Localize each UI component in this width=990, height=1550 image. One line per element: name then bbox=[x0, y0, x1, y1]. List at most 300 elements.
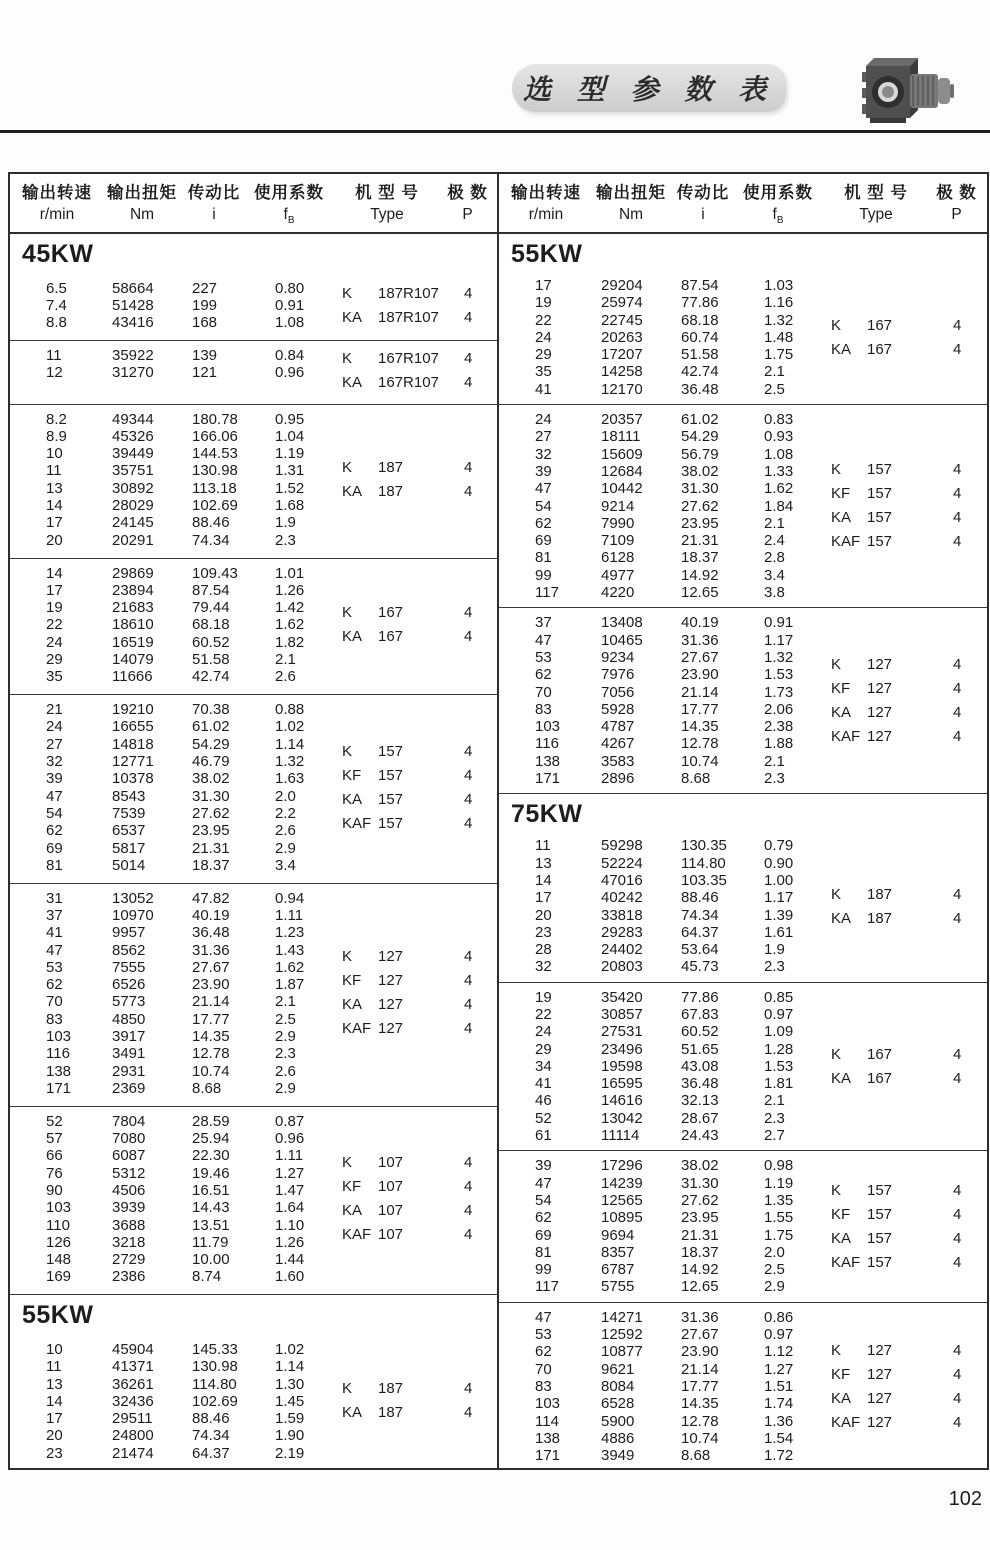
cell-factor: 1.04 bbox=[275, 427, 305, 445]
cell-speed: 169 bbox=[46, 1268, 72, 1286]
cell-speed: 47 bbox=[535, 1308, 552, 1326]
cell-speed: 34 bbox=[535, 1057, 552, 1075]
type-p: 4 bbox=[953, 1253, 962, 1271]
cell-torque: 51428 bbox=[112, 296, 154, 314]
type-model: 167R107 bbox=[378, 350, 439, 368]
cell-torque: 6128 bbox=[601, 549, 635, 567]
cell-speed: 70 bbox=[535, 683, 552, 701]
cell-factor: 1.19 bbox=[764, 1174, 794, 1192]
type-row bbox=[342, 1401, 497, 1425]
cell-speed: 76 bbox=[46, 1164, 63, 1182]
cell-speed: 8.8 bbox=[46, 314, 67, 332]
cell-speed: 32 bbox=[535, 958, 552, 976]
table-row bbox=[10, 1063, 342, 1080]
cell-torque: 2729 bbox=[112, 1251, 146, 1269]
cell-factor: 1.62 bbox=[275, 616, 305, 634]
type-row bbox=[831, 314, 987, 338]
col-header-type: 机 型 号 bbox=[844, 184, 908, 203]
type-model: 187 bbox=[378, 1404, 404, 1422]
type-model: 127 bbox=[867, 1341, 893, 1359]
type-row bbox=[831, 1043, 987, 1067]
cell-factor: 1.59 bbox=[275, 1410, 305, 1428]
cell-speed: 54 bbox=[535, 1191, 552, 1209]
type-row bbox=[831, 1387, 987, 1411]
cell-factor: 1.32 bbox=[764, 648, 794, 666]
data-block bbox=[499, 1302, 987, 1468]
col-unit-ratio: i bbox=[212, 206, 216, 224]
table-row bbox=[499, 907, 831, 924]
rows-group bbox=[10, 411, 342, 549]
cell-factor: 1.16 bbox=[764, 294, 794, 312]
cell-speed: 13 bbox=[535, 854, 552, 872]
cell-torque: 8084 bbox=[601, 1377, 635, 1395]
cell-torque: 10970 bbox=[112, 906, 154, 924]
type-model: 157 bbox=[867, 1181, 893, 1199]
type-prefix: K bbox=[831, 885, 842, 903]
cell-speed: 47 bbox=[46, 941, 63, 959]
type-p: 4 bbox=[464, 604, 473, 622]
type-prefix: KAF bbox=[342, 1226, 372, 1244]
cell-torque: 3949 bbox=[601, 1447, 635, 1465]
type-p: 4 bbox=[464, 350, 473, 368]
type-model: 167 bbox=[378, 604, 404, 622]
cell-factor: 1.68 bbox=[275, 497, 305, 515]
cell-speed: 29 bbox=[535, 1040, 552, 1058]
type-p: 4 bbox=[953, 1341, 962, 1359]
cell-ratio: 68.18 bbox=[192, 616, 230, 634]
types-group bbox=[831, 614, 987, 787]
cell-factor: 1.63 bbox=[275, 770, 305, 788]
table-row bbox=[499, 1378, 831, 1395]
cell-speed: 54 bbox=[46, 804, 63, 822]
type-prefix: K bbox=[831, 1341, 842, 1359]
table-left bbox=[10, 174, 499, 1468]
cell-speed: 47 bbox=[535, 1174, 552, 1192]
cell-speed: 20 bbox=[46, 1427, 63, 1445]
table-row bbox=[10, 314, 342, 331]
type-p: 4 bbox=[953, 885, 962, 903]
cell-torque: 4267 bbox=[601, 735, 635, 753]
cell-speed: 11 bbox=[46, 1358, 62, 1376]
data-block bbox=[499, 831, 987, 981]
type-prefix: KA bbox=[342, 308, 363, 326]
cell-torque: 16595 bbox=[601, 1075, 643, 1093]
cell-speed: 39 bbox=[535, 1157, 552, 1175]
data-block bbox=[10, 883, 497, 1104]
type-prefix: KA bbox=[342, 482, 363, 500]
cell-torque: 7555 bbox=[112, 958, 146, 976]
table-row bbox=[499, 1430, 831, 1447]
cell-ratio: 27.62 bbox=[192, 804, 230, 822]
table-row bbox=[499, 363, 831, 380]
cell-ratio: 144.53 bbox=[192, 445, 238, 463]
cell-factor: 0.90 bbox=[764, 854, 794, 872]
cell-torque: 4886 bbox=[601, 1429, 635, 1447]
table-row bbox=[499, 718, 831, 735]
rows-group bbox=[10, 565, 342, 686]
cell-factor: 0.96 bbox=[275, 364, 305, 382]
table-row bbox=[10, 462, 342, 479]
cell-ratio: 54.29 bbox=[681, 428, 719, 446]
cell-torque: 13042 bbox=[601, 1109, 643, 1127]
cell-factor: 0.86 bbox=[764, 1308, 794, 1326]
cell-torque: 9694 bbox=[601, 1226, 635, 1244]
cell-factor: 1.35 bbox=[764, 1191, 794, 1209]
type-p: 4 bbox=[464, 972, 473, 990]
header-divider bbox=[0, 130, 990, 133]
data-block bbox=[499, 404, 987, 607]
type-row bbox=[831, 506, 987, 530]
cell-factor: 1.72 bbox=[764, 1447, 794, 1465]
table-row bbox=[499, 1361, 831, 1378]
data-block bbox=[499, 607, 987, 793]
cell-ratio: 51.58 bbox=[192, 651, 230, 668]
cell-ratio: 74.34 bbox=[192, 1427, 230, 1445]
col-header-factor: 使用系数 bbox=[254, 184, 324, 203]
table-row bbox=[499, 1326, 831, 1343]
type-model: 187 bbox=[378, 1380, 404, 1398]
table-row bbox=[499, 515, 831, 532]
cell-torque: 33818 bbox=[601, 906, 643, 924]
rows-group bbox=[10, 280, 342, 332]
cell-factor: 2.1 bbox=[764, 363, 785, 381]
cell-torque: 19210 bbox=[112, 701, 154, 719]
cell-torque: 41371 bbox=[112, 1358, 154, 1376]
cell-ratio: 36.48 bbox=[681, 1075, 719, 1093]
table-row bbox=[10, 1130, 342, 1147]
table-row bbox=[10, 1393, 342, 1410]
col-unit-type: Type bbox=[859, 206, 893, 224]
type-p: 4 bbox=[953, 679, 962, 697]
cell-ratio: 28.67 bbox=[681, 1109, 719, 1127]
cell-speed: 138 bbox=[535, 1429, 561, 1447]
cell-speed: 47 bbox=[46, 787, 63, 805]
cell-ratio: 12.65 bbox=[681, 1278, 719, 1296]
table-row bbox=[499, 1192, 831, 1209]
cell-factor: 1.32 bbox=[764, 311, 794, 329]
cell-torque: 24145 bbox=[112, 514, 154, 532]
cell-torque: 5900 bbox=[601, 1412, 635, 1430]
type-model: 157 bbox=[867, 1253, 893, 1271]
cell-speed: 69 bbox=[535, 532, 552, 550]
cell-speed: 22 bbox=[535, 311, 552, 329]
cell-torque: 23496 bbox=[601, 1040, 643, 1058]
cell-factor: 1.75 bbox=[764, 346, 794, 364]
cell-factor: 0.97 bbox=[764, 1326, 794, 1344]
type-prefix: KA bbox=[831, 1069, 852, 1087]
table-row bbox=[10, 599, 342, 616]
cell-ratio: 87.54 bbox=[681, 277, 719, 294]
cell-torque: 12592 bbox=[601, 1326, 643, 1344]
page-number: 102 bbox=[948, 1488, 982, 1510]
cell-torque: 9214 bbox=[601, 497, 635, 515]
cell-ratio: 102.69 bbox=[192, 1392, 238, 1410]
type-row bbox=[831, 338, 987, 362]
cell-ratio: 103.35 bbox=[681, 871, 727, 889]
type-model: 167 bbox=[867, 1045, 893, 1063]
cell-torque: 9621 bbox=[601, 1360, 635, 1378]
type-p: 4 bbox=[953, 1205, 962, 1223]
table-row bbox=[499, 480, 831, 497]
cell-ratio: 130.35 bbox=[681, 837, 727, 855]
cell-speed: 29 bbox=[535, 346, 552, 364]
cell-speed: 69 bbox=[46, 839, 63, 857]
cell-ratio: 10.00 bbox=[192, 1251, 230, 1269]
col-unit-type: Type bbox=[370, 206, 404, 224]
table-row bbox=[10, 1358, 342, 1375]
cell-ratio: 168 bbox=[192, 314, 218, 332]
cell-torque: 59298 bbox=[601, 837, 643, 855]
rows-group bbox=[499, 411, 831, 601]
cell-torque: 20357 bbox=[601, 411, 643, 429]
table-row bbox=[10, 634, 342, 651]
table-row bbox=[499, 1157, 831, 1174]
cell-factor: 1.19 bbox=[275, 445, 305, 463]
cell-factor: 0.94 bbox=[275, 889, 305, 907]
cell-torque: 22745 bbox=[601, 311, 643, 329]
cell-speed: 24 bbox=[46, 718, 63, 736]
cell-factor: 2.3 bbox=[275, 531, 296, 549]
header-row-units bbox=[499, 206, 987, 226]
table-row bbox=[10, 1199, 342, 1216]
cell-ratio: 32.13 bbox=[681, 1092, 719, 1110]
type-p: 4 bbox=[953, 461, 962, 479]
type-p: 4 bbox=[464, 1226, 473, 1244]
cell-ratio: 11.79 bbox=[192, 1233, 229, 1251]
type-row bbox=[831, 677, 987, 701]
cell-torque: 45326 bbox=[112, 427, 154, 445]
table-row bbox=[499, 1075, 831, 1092]
type-p: 4 bbox=[464, 374, 473, 392]
cell-torque: 6537 bbox=[112, 822, 146, 840]
cell-torque: 29511 bbox=[112, 1410, 153, 1428]
cell-factor: 2.9 bbox=[275, 1028, 296, 1046]
type-model: 167 bbox=[867, 1069, 893, 1087]
cell-speed: 17 bbox=[46, 514, 63, 532]
types-group bbox=[342, 411, 497, 549]
table-row bbox=[499, 1227, 831, 1244]
type-row bbox=[831, 907, 987, 931]
cell-factor: 1.03 bbox=[764, 277, 794, 294]
factor-symbol: f bbox=[772, 206, 777, 224]
type-prefix: KAF bbox=[831, 1413, 861, 1431]
type-model: 127 bbox=[378, 948, 404, 966]
table-row bbox=[499, 735, 831, 752]
cell-speed: 103 bbox=[535, 1395, 561, 1413]
cell-speed: 14 bbox=[46, 1392, 63, 1410]
cell-torque: 13052 bbox=[112, 889, 154, 907]
table-row bbox=[499, 941, 831, 958]
cell-factor: 1.87 bbox=[275, 976, 305, 994]
cell-torque: 28029 bbox=[112, 497, 154, 515]
cell-torque: 5755 bbox=[601, 1278, 635, 1296]
cell-ratio: 61.02 bbox=[681, 411, 719, 429]
cell-speed: 12 bbox=[46, 364, 63, 382]
cell-speed: 21 bbox=[46, 701, 63, 719]
cell-torque: 7056 bbox=[601, 683, 635, 701]
cell-ratio: 31.36 bbox=[681, 631, 719, 649]
cell-speed: 28 bbox=[535, 941, 552, 959]
type-p: 4 bbox=[464, 996, 473, 1014]
cell-ratio: 21.31 bbox=[681, 1226, 719, 1244]
type-prefix: KA bbox=[342, 1202, 363, 1220]
table-row bbox=[499, 855, 831, 872]
table-row bbox=[10, 1080, 342, 1097]
cell-torque: 47016 bbox=[601, 871, 643, 889]
header-row-zh bbox=[10, 179, 497, 203]
type-model: 187 bbox=[867, 909, 893, 927]
cell-ratio: 109.43 bbox=[192, 564, 238, 582]
cell-factor: 0.97 bbox=[764, 1005, 794, 1023]
cell-ratio: 38.02 bbox=[681, 1157, 719, 1175]
table-row bbox=[499, 1395, 831, 1412]
table-row bbox=[10, 857, 342, 874]
table-row bbox=[499, 1209, 831, 1226]
type-row bbox=[342, 993, 497, 1017]
table-row bbox=[499, 549, 831, 566]
cell-torque: 2896 bbox=[601, 770, 635, 788]
cell-speed: 8.2 bbox=[46, 410, 67, 428]
table-row bbox=[499, 312, 831, 329]
cell-ratio: 18.37 bbox=[192, 856, 230, 874]
data-block bbox=[10, 274, 497, 338]
type-p: 4 bbox=[464, 628, 473, 646]
table-row bbox=[10, 582, 342, 599]
type-prefix: KA bbox=[831, 1389, 852, 1407]
table-row bbox=[10, 993, 342, 1010]
cell-factor: 1.55 bbox=[764, 1209, 794, 1227]
type-prefix: KAF bbox=[831, 533, 861, 551]
cell-factor: 2.1 bbox=[764, 1092, 785, 1110]
cell-factor: 1.27 bbox=[764, 1360, 794, 1378]
type-row bbox=[342, 480, 497, 504]
table-row bbox=[499, 889, 831, 906]
cell-ratio: 25.94 bbox=[192, 1130, 230, 1148]
col-header-type: 机 型 号 bbox=[355, 184, 419, 203]
cell-ratio: 166.06 bbox=[192, 427, 238, 445]
table-row bbox=[10, 1182, 342, 1199]
type-prefix: K bbox=[342, 1380, 353, 1398]
cell-ratio: 51.58 bbox=[681, 346, 719, 364]
cell-torque: 18610 bbox=[112, 616, 154, 634]
type-prefix: KF bbox=[831, 1365, 851, 1383]
cell-torque: 9234 bbox=[601, 648, 635, 666]
type-model: 127 bbox=[378, 972, 404, 990]
cell-factor: 1.17 bbox=[764, 889, 794, 907]
cell-ratio: 31.36 bbox=[681, 1308, 719, 1326]
type-p: 4 bbox=[464, 1020, 473, 1038]
cell-ratio: 53.64 bbox=[681, 941, 719, 959]
cell-factor: 2.9 bbox=[764, 1278, 785, 1296]
cell-torque: 2931 bbox=[112, 1062, 146, 1080]
cell-speed: 37 bbox=[46, 906, 63, 924]
type-model: 127 bbox=[867, 655, 893, 673]
cell-speed: 62 bbox=[46, 822, 63, 840]
cell-ratio: 31.30 bbox=[681, 480, 719, 498]
cell-factor: 1.11 bbox=[275, 1147, 304, 1165]
cell-factor: 2.06 bbox=[764, 700, 794, 718]
type-model: 167 bbox=[378, 628, 404, 646]
type-p: 4 bbox=[953, 509, 962, 527]
type-p: 4 bbox=[953, 1389, 962, 1407]
type-row bbox=[342, 625, 497, 649]
factor-subscript: B bbox=[287, 215, 295, 227]
type-model: 107 bbox=[378, 1178, 404, 1196]
type-row bbox=[831, 1227, 987, 1251]
cell-ratio: 42.74 bbox=[192, 668, 230, 686]
rows-group bbox=[10, 1341, 342, 1462]
cell-factor: 1.74 bbox=[764, 1395, 794, 1413]
cell-torque: 9957 bbox=[112, 924, 146, 942]
cell-torque: 29283 bbox=[601, 923, 643, 941]
table-header bbox=[10, 174, 497, 234]
types-group bbox=[342, 1341, 497, 1462]
cell-factor: 2.1 bbox=[764, 752, 785, 770]
cell-factor: 2.5 bbox=[764, 380, 785, 398]
types-group bbox=[831, 1157, 987, 1295]
cell-torque: 30857 bbox=[601, 1005, 643, 1023]
cell-speed: 41 bbox=[535, 380, 552, 398]
cell-speed: 117 bbox=[535, 1278, 559, 1296]
section-title: 45KW bbox=[22, 240, 94, 268]
type-row bbox=[831, 725, 987, 749]
cell-factor: 1.44 bbox=[275, 1251, 305, 1269]
cell-speed: 24 bbox=[535, 1023, 552, 1041]
header-row-units bbox=[10, 206, 497, 226]
type-prefix: KF bbox=[342, 972, 362, 990]
type-prefix: KA bbox=[342, 790, 363, 808]
cell-speed: 47 bbox=[535, 480, 552, 498]
col-header-poles: 极 数 bbox=[447, 184, 488, 203]
cell-ratio: 87.54 bbox=[192, 581, 230, 599]
cell-factor: 1.33 bbox=[764, 462, 794, 480]
cell-torque: 7539 bbox=[112, 804, 146, 822]
cell-speed: 53 bbox=[46, 958, 63, 976]
cell-factor: 0.80 bbox=[275, 279, 305, 297]
type-row bbox=[342, 1151, 497, 1175]
type-model: 187 bbox=[378, 482, 404, 500]
table-row bbox=[10, 532, 342, 549]
cell-speed: 11 bbox=[535, 837, 551, 855]
cell-torque: 12170 bbox=[601, 380, 643, 398]
col-unit-factor bbox=[737, 206, 819, 226]
cell-speed: 62 bbox=[535, 514, 552, 532]
type-row bbox=[342, 306, 497, 330]
cell-factor: 2.3 bbox=[764, 770, 785, 788]
cell-factor: 1.23 bbox=[275, 924, 305, 942]
rows-group bbox=[10, 347, 342, 395]
type-prefix: KAF bbox=[831, 1253, 861, 1271]
type-prefix: KA bbox=[342, 374, 363, 392]
cell-torque: 2369 bbox=[112, 1079, 146, 1097]
cell-ratio: 77.86 bbox=[681, 294, 719, 312]
type-prefix: K bbox=[831, 461, 842, 479]
type-p: 4 bbox=[953, 316, 962, 334]
type-model: 187R107 bbox=[378, 284, 439, 302]
cell-ratio: 12.78 bbox=[192, 1045, 230, 1063]
type-model: 107 bbox=[378, 1226, 404, 1244]
cell-speed: 138 bbox=[535, 752, 561, 770]
table-row bbox=[10, 959, 342, 976]
cell-factor: 2.1 bbox=[764, 514, 785, 532]
cell-speed: 23 bbox=[46, 1444, 63, 1462]
cell-ratio: 10.74 bbox=[681, 1429, 719, 1447]
types-group bbox=[831, 989, 987, 1145]
rows-group bbox=[499, 989, 831, 1145]
cell-ratio: 130.98 bbox=[192, 1358, 238, 1376]
cell-ratio: 61.02 bbox=[192, 718, 230, 736]
cell-factor: 2.3 bbox=[275, 1045, 296, 1063]
